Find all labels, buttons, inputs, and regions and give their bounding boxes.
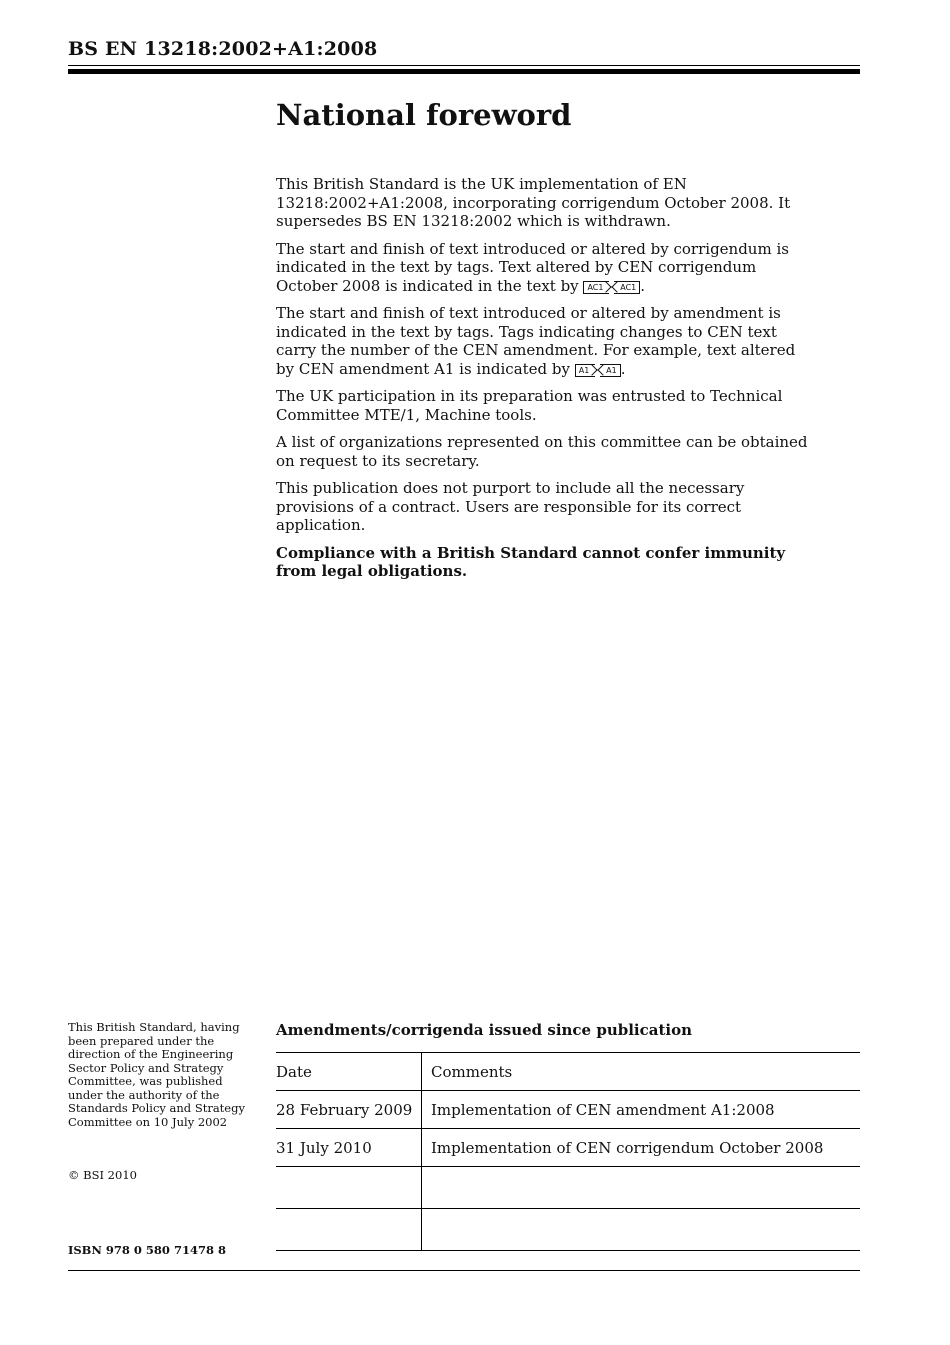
foreword-paragraph-3 [276,304,816,378]
foreword-paragraph-5: A list of organizations represented on this committee can be obtained on request to its secretary. [276,433,808,470]
foreword-body [276,175,816,590]
table-header-row [276,1053,860,1091]
row-date [276,1209,422,1251]
foreword-paragraph-1: This British Standard is the UK implementation of EN 13218:2002+A1:2008, incorporating corrigendum October 2008. It supersedes BS EN 13218:2002 which is withdrawn. [276,175,791,230]
compliance-statement: Compliance with a British Standard cannot confer immunity from legal obligations. [276,543,786,580]
publication-note: This British Standard, having been prepared under the direction of the Engineering Sector Policy and Strategy Committee, was published under the authority of the Standards Policy and Strategy Committee on 10 July 2002 [68,1020,245,1129]
row-date [276,1167,422,1209]
paragraph-2-end: . [640,276,646,295]
table-row [276,1129,860,1167]
row-date: 31 July 2010 [276,1129,422,1167]
corrigendum-close-tag-icon: AC1 [614,281,640,294]
footer-rule [68,1270,860,1271]
row-comment: Implementation of CEN amendment A1:2008 [422,1091,861,1129]
foreword-paragraph-4: The UK participation in its preparation was entrusted to Technical Committee MTE/1, Machine tools. [276,387,783,424]
row-comment [422,1209,861,1251]
corrigendum-open-tag-icon: AC1 [583,281,609,294]
foreword-paragraph-2 [276,240,816,296]
row-date: 28 February 2009 [276,1091,422,1129]
row-comment [422,1167,861,1209]
header-rule-thick [68,69,860,74]
header-comments: Comments [422,1053,861,1091]
header-date: Date [276,1053,422,1091]
paragraph-3-text: The start and finish of text introduced or altered by amendment is indicated in the text by tags. Tags indicating changes to CEN text carry the number of the CEN amendment. For example, text altered by CEN amendment A1 is indicated by [276,304,796,378]
paragraph-2-text: The start and finish of text introduced or altered by corrigendum is indicated in the text by tags. Text altered by CEN corrigendum October 2008 is indicated in the text by [276,239,789,295]
amendments-title: Amendments/corrigenda issued since publication [276,1021,692,1039]
foreword-paragraph-6: This publication does not purport to include all the necessary provisions of a contract. Users are responsible for its correct application. [276,479,745,534]
table-row [276,1209,860,1251]
table-row [276,1091,860,1129]
amendment-open-tag-icon: A1 [575,364,596,377]
paragraph-3-end: . [620,359,626,378]
page-title: National foreword [276,98,572,132]
row-comment: Implementation of CEN corrigendum October 2008 [422,1129,861,1167]
table-row [276,1167,860,1209]
document-code: BS EN 13218:2002+A1:2008 [68,38,378,60]
isbn: ISBN 978 0 580 71478 8 [68,1243,226,1257]
amendments-table [276,1052,860,1251]
header-rule-thin [68,65,860,66]
copyright-notice: © BSI 2010 [68,1168,137,1182]
amendment-close-tag-icon: A1 [600,364,621,377]
